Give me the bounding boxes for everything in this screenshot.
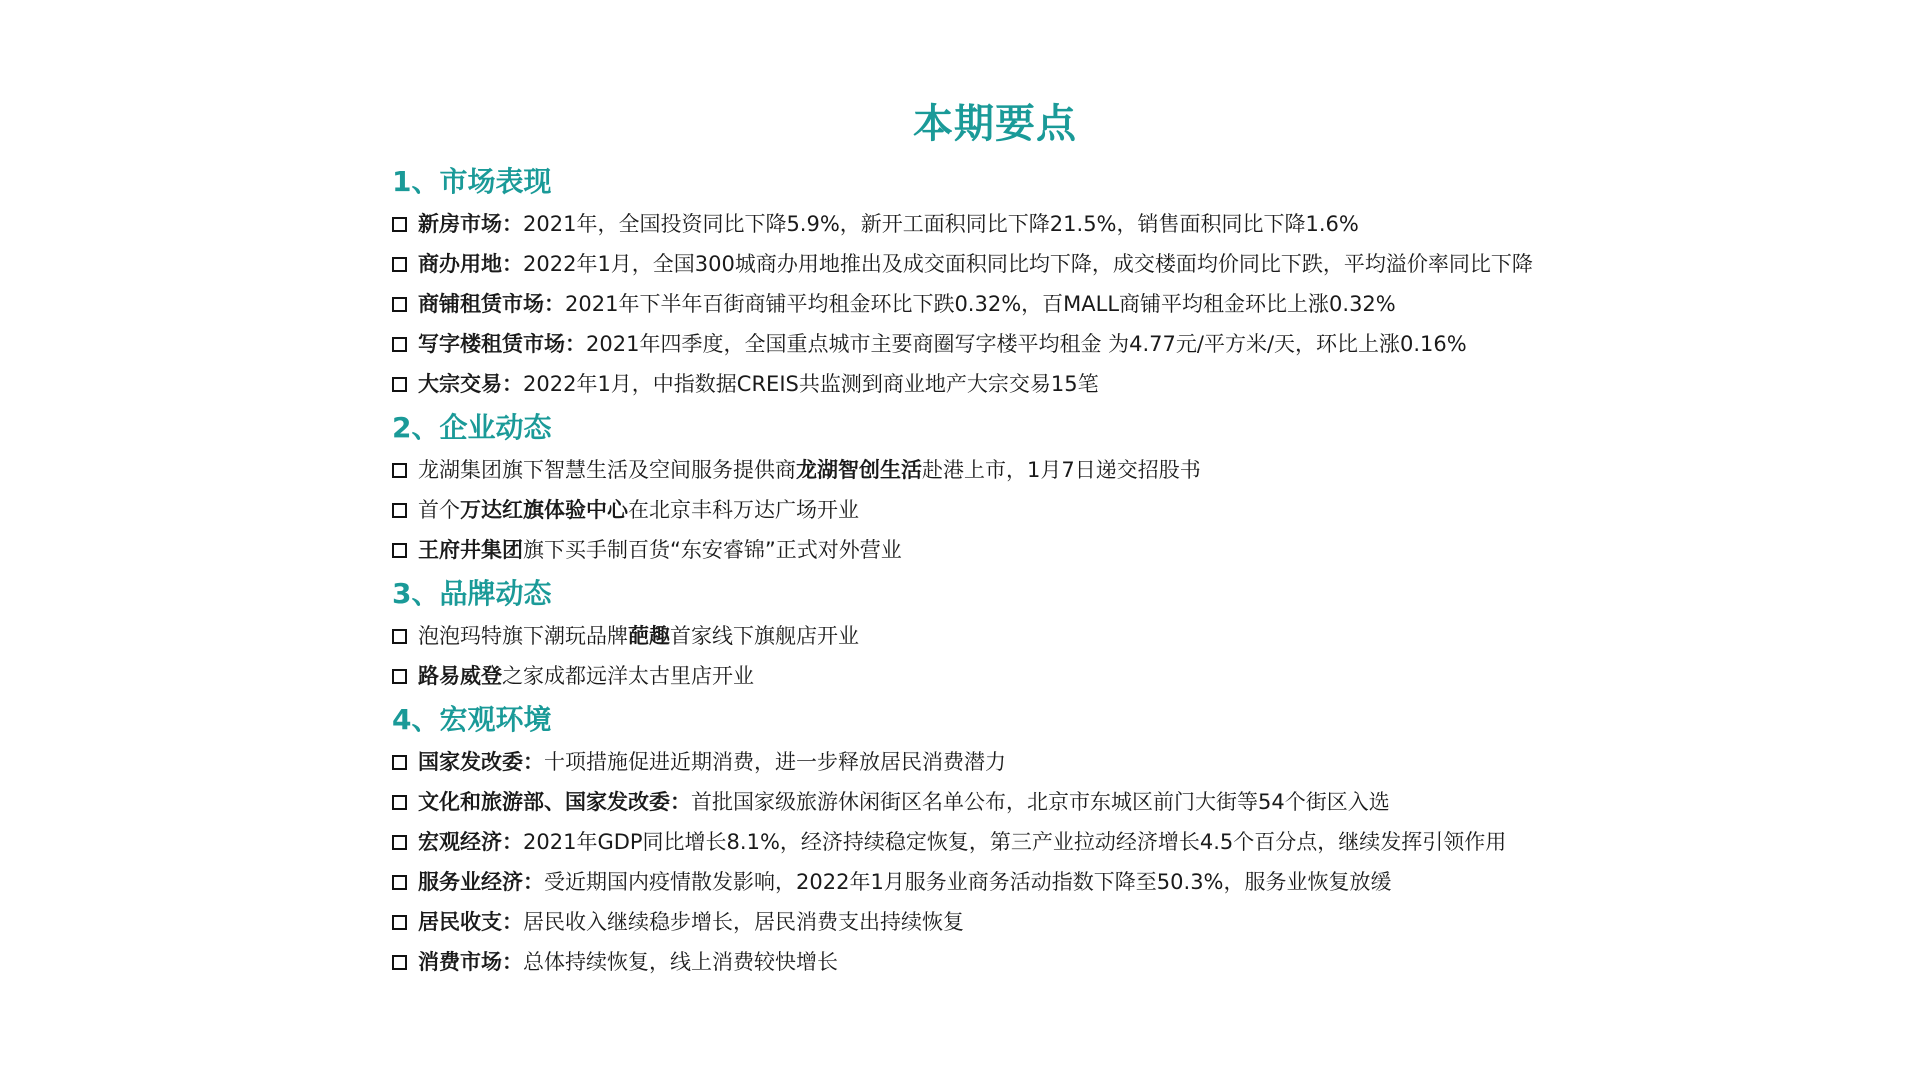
- checkbox-icon: [392, 955, 407, 970]
- item-text-pre: 泡泡玛特旗下潮玩品牌: [418, 624, 628, 648]
- item-label: 大宗交易：: [418, 372, 523, 396]
- item-text-post: 赴港上市，1月7日递交招股书: [922, 458, 1201, 482]
- item-label: 宏观经济：: [418, 830, 523, 854]
- item-text: 2021年四季度，全国重点城市主要商圈写字楼平均租金 为4.77元/平方米/天，环比上涨0.16%: [586, 332, 1467, 356]
- item-text-pre: 首个: [418, 498, 460, 522]
- section-heading: 2、企业动态: [392, 411, 552, 444]
- list-item: [392, 324, 1892, 364]
- checkbox-icon: [392, 463, 407, 478]
- item-label: 新房市场：: [418, 212, 523, 236]
- list-item: [392, 782, 1892, 822]
- list-item: [392, 942, 1892, 982]
- section-heading: 1、市场表现: [392, 165, 552, 198]
- section-heading: 4、宏观环境: [392, 703, 552, 736]
- checkbox-icon: [392, 297, 407, 312]
- list-item: [392, 656, 1892, 696]
- list-item: [392, 530, 1892, 570]
- list-item: [392, 862, 1892, 902]
- item-highlight: 龙湖智创生活: [796, 458, 922, 482]
- item-label: 居民收支：: [418, 910, 523, 934]
- section-macro-environment: [392, 701, 1892, 982]
- item-label: 文化和旅游部、国家发改委：: [418, 790, 691, 814]
- checkbox-icon: [392, 835, 407, 850]
- checkbox-icon: [392, 875, 407, 890]
- checkbox-icon: [392, 543, 407, 558]
- item-text: 2021年下半年百街商铺平均租金环比下跌0.32%，百MALL商铺平均租金环比上涨0.32%: [565, 292, 1396, 316]
- item-text: 总体持续恢复，线上消费较快增长: [523, 950, 838, 974]
- key-points-content: [392, 158, 1892, 982]
- item-text: 2022年1月，全国300城商办用地推出及成交面积同比均下降，成交楼面均价同比下跌，平均溢价率同比下降: [523, 252, 1533, 276]
- item-text: 2022年1月，中指数据CREIS共监测到商业地产大宗交易15笔: [523, 372, 1099, 396]
- item-text: 2021年，全国投资同比下降5.9%，新开工面积同比下降21.5%，销售面积同比下降1.6%: [523, 212, 1359, 236]
- list-item: [392, 284, 1892, 324]
- item-label: 商铺租赁市场：: [418, 292, 565, 316]
- list-item: [392, 902, 1892, 942]
- list-item: [392, 244, 1892, 284]
- item-label: 写字楼租赁市场：: [418, 332, 586, 356]
- item-text: 十项措施促进近期消费，进一步释放居民消费潜力: [544, 750, 1006, 774]
- checkbox-icon: [392, 257, 407, 272]
- item-text-pre: 龙湖集团旗下智慧生活及空间服务提供商: [418, 458, 796, 482]
- item-text: 首批国家级旅游休闲街区名单公布，北京市东城区前门大街等54个街区入选: [691, 790, 1390, 814]
- item-highlight: 万达红旗体验中心: [460, 498, 628, 522]
- section-heading: 3、品牌动态: [392, 577, 552, 610]
- checkbox-icon: [392, 795, 407, 810]
- item-label: 服务业经济：: [418, 870, 544, 894]
- list-item: [392, 490, 1892, 530]
- item-label: 国家发改委：: [418, 750, 544, 774]
- checkbox-icon: [392, 669, 407, 684]
- item-text: 受近期国内疫情散发影响，2022年1月服务业商务活动指数下降至50.3%，服务业恢复放缓: [544, 870, 1392, 894]
- section-market-performance: [392, 163, 1892, 404]
- list-item: [392, 616, 1892, 656]
- list-item: [392, 204, 1892, 244]
- item-text-post: 之家成都远洋太古里店开业: [502, 664, 754, 688]
- page-title: 本期要点: [913, 101, 1077, 147]
- item-highlight: 路易威登: [418, 664, 502, 688]
- list-item: [392, 822, 1892, 862]
- checkbox-icon: [392, 915, 407, 930]
- section-company-news: [392, 409, 1892, 570]
- item-text: 居民收入继续稳步增长，居民消费支出持续恢复: [523, 910, 964, 934]
- list-item: [392, 364, 1892, 404]
- item-label: 商办用地：: [418, 252, 523, 276]
- item-text: 2021年GDP同比增长8.1%，经济持续稳定恢复，第三产业拉动经济增长4.5个百分点，继续发挥引领作用: [523, 830, 1507, 854]
- checkbox-icon: [392, 377, 407, 392]
- section-brand-news: [392, 575, 1892, 696]
- item-highlight: 王府井集团: [418, 538, 523, 562]
- item-text-post: 首家线下旗舰店开业: [670, 624, 859, 648]
- checkbox-icon: [392, 503, 407, 518]
- item-text-post: 旗下买手制百货“东安睿锦”正式对外营业: [523, 538, 902, 562]
- checkbox-icon: [392, 337, 407, 352]
- list-item: [392, 742, 1892, 782]
- checkbox-icon: [392, 755, 407, 770]
- item-text-post: 在北京丰科万达广场开业: [628, 498, 859, 522]
- item-label: 消费市场：: [418, 950, 523, 974]
- item-highlight: 葩趣: [628, 624, 670, 648]
- checkbox-icon: [392, 629, 407, 644]
- list-item: [392, 450, 1892, 490]
- checkbox-icon: [392, 217, 407, 232]
